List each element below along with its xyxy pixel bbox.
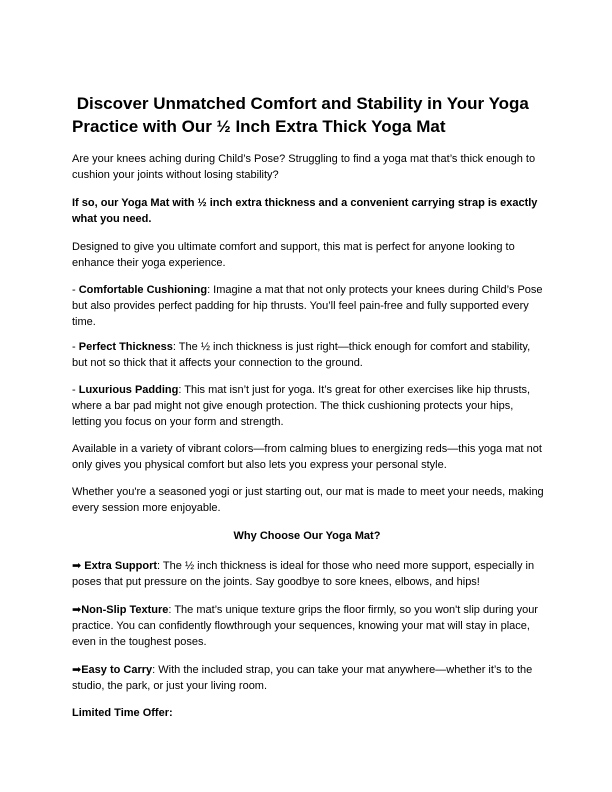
feature-label: Perfect Thickness — [78, 341, 173, 353]
feature-luxurious-padding — [72, 382, 544, 430]
feature-text: : This mat isn’t just for yoga. It’s great for other exercises like hip thrusts, where a bar pad might not give enough protection. The thick cushioning protects your hips, letting you focus on your form and strength. — [72, 384, 531, 428]
reason-label: Easy to Carry — [81, 664, 153, 676]
bullet-dash: - — [72, 341, 79, 353]
document-title: Discover Unmatched Comfort and Stability in Your Yoga Practice with Our ½ Inch Extra Thick Yoga Mat — [72, 94, 529, 136]
intro-paragraph: Are your knees aching during Child’s Pose? Struggling to find a yoga mat that’s thick enough to cushion your joints without losing stability? — [72, 153, 536, 181]
reason-non-slip — [72, 602, 544, 650]
feature-label: Luxurious Padding — [78, 384, 179, 396]
arrow-icon: ➡ — [72, 664, 82, 676]
reason-label: Non-Slip Texture — [81, 604, 169, 616]
arrow-icon: ➡ — [72, 560, 85, 572]
reason-easy-carry — [72, 662, 544, 694]
why-heading: Why Choose Our Yoga Mat? — [233, 530, 381, 542]
designed-paragraph: Designed to give you ultimate comfort and support, this mat is perfect for anyone looking to enhance their yoga experience. — [72, 241, 515, 269]
reason-text: : The mat’s unique texture grips the floor firmly, so you won't slip during your practice. You can confidently flowthrough your sequences, knowing your mat will stay in place, even in the toughest poses. — [72, 604, 538, 648]
feature-text: : Imagine a mat that not only protects your knees during Child’s Pose but also provides perfect padding for hip thrusts. You’ll feel pain-free and fully supported every time. — [72, 284, 543, 328]
bullet-dash: - — [72, 284, 79, 296]
whether-paragraph: Whether you're a seasoned yogi or just starting out, our mat is made to meet your needs, making every session more enjoyable. — [72, 486, 544, 514]
reason-text: : With the included strap, you can take your mat anywhere—whether it’s to the studio, the park, or just your living room. — [72, 664, 533, 692]
arrow-icon: ➡ — [72, 604, 82, 616]
feature-text: : The ½ inch thickness is just right—thick enough for comfort and stability, but not so thick that it affects your connection to the ground. — [72, 341, 531, 369]
feature-perfect-thickness — [72, 339, 544, 371]
limited-offer-heading: Limited Time Offer: — [72, 707, 173, 719]
reason-label: Extra Support — [84, 560, 158, 572]
colors-paragraph: Available in a variety of vibrant colors—from calming blues to energizing reds—this yoga mat not only gives you physical comfort but also lets you express your personal style. — [72, 443, 542, 471]
bold-pitch-paragraph: If so, our Yoga Mat with ½ inch extra thickness and a convenient carrying strap is exactly what you need. — [72, 197, 538, 225]
reason-extra-support — [72, 558, 544, 590]
feature-label: Comfortable Cushioning — [78, 284, 208, 296]
feature-comfortable-cushioning — [72, 282, 544, 330]
bullet-dash: - — [72, 384, 79, 396]
reason-text: : The ½ inch thickness is ideal for those who need more support, especially in poses that put pressure on the joints. Say goodbye to sore knees, elbows, and hips! — [72, 560, 535, 588]
